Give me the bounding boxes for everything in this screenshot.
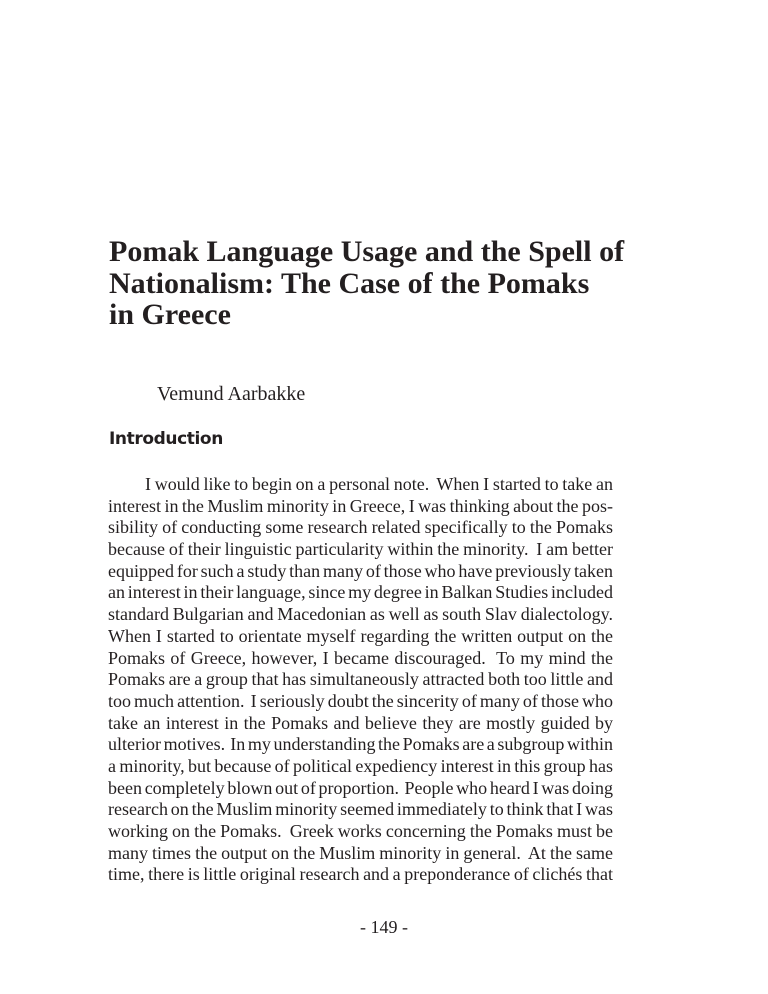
title-line: Nationalism: The Case of the Pomaks	[109, 266, 590, 300]
title-line: in Greece	[109, 298, 231, 331]
text-line: interest in the Muslim minority in Greece, I was thinking about the pos-	[108, 495, 613, 516]
title-line: Pomak Language Usage and the Spell of	[109, 235, 625, 268]
text-line: time, there is little original research and a preponderance of clichés that	[108, 864, 613, 885]
text-line: Pomaks are a group that has simultaneously attracted both too little and	[108, 669, 613, 690]
text-line: When I started to orientate myself regarding the written output on the	[108, 625, 613, 646]
text-line: I would like to begin on a personal note. When I started to take an	[145, 474, 613, 494]
page-number: - 149 -	[360, 917, 408, 937]
text-line: sibility of conducting some research related specifically to the Pomaks	[108, 517, 613, 538]
body-paragraph	[108, 474, 613, 886]
text-line: take an interest in the Pomaks and believe they are mostly guided by	[108, 712, 613, 733]
section-heading: Introduction	[109, 429, 223, 449]
text-line: ulterior motives. In my understanding the Pomaks are a subgroup within	[108, 734, 613, 755]
text-line: Pomaks of Greece, however, I became discouraged. To my mind the	[108, 647, 613, 668]
text-line: because of their linguistic particularity within the minority. I am better	[108, 539, 613, 560]
text-line: a minority, but because of political expediency interest in this group has	[108, 755, 613, 776]
author-name: Vemund Aarbakke	[157, 383, 306, 405]
text-line: equipped for such a study than many of those who have previously taken	[108, 560, 614, 581]
text-line: been completely blown out of proportion. People who heard I was doing	[108, 777, 613, 798]
text-line: standard Bulgarian and Macedonian as well as south Slav dialectology.	[108, 604, 613, 625]
text-line: research on the Muslim minority seemed immediately to think that I was	[108, 799, 613, 820]
text-line: an interest in their language, since my degree in Balkan Studies included	[108, 582, 613, 603]
chapter-title	[109, 236, 624, 331]
text-line: working on the Pomaks. Greek works concerning the Pomaks must be	[108, 821, 613, 841]
text-line: too much attention. I seriously doubt the sincerity of many of those who	[108, 690, 613, 711]
text-line: many times the output on the Muslim minority in general. At the same	[108, 842, 613, 863]
